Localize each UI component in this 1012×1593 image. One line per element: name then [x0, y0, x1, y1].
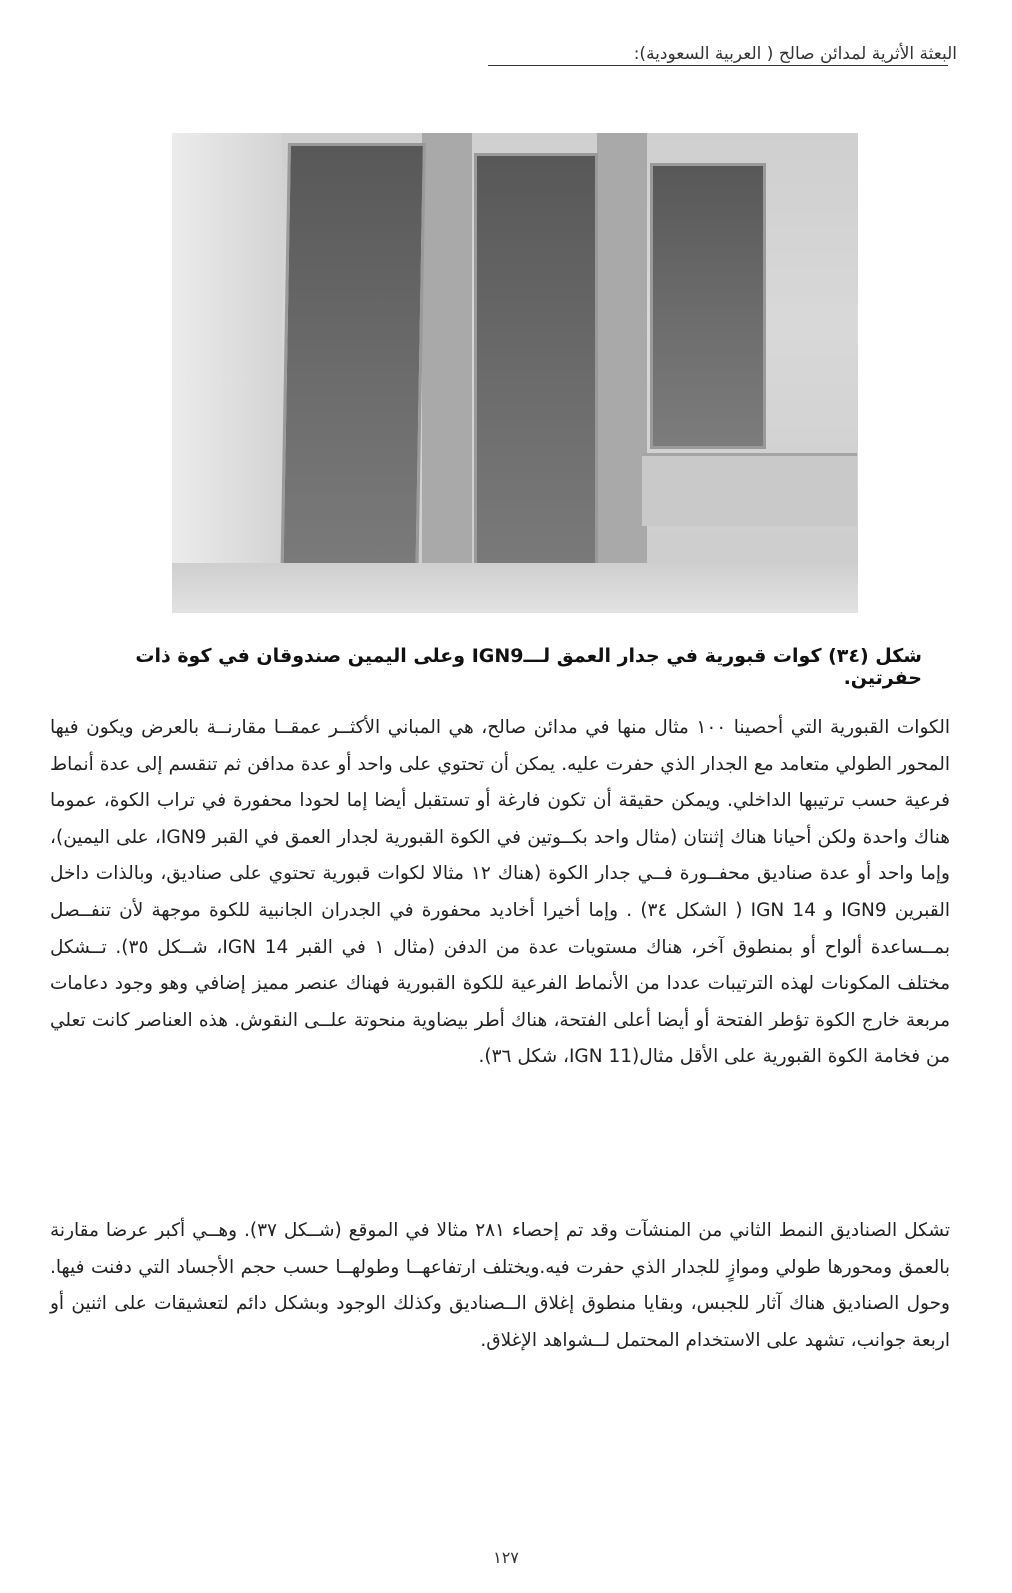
- running-header: [0, 38, 957, 78]
- photo-background: [172, 133, 282, 613]
- body-paragraph: الكوات القبورية التي أحصينا ١٠٠ مثال منها في مدائن صالح، هي المباني الأكثــر عمقــا مقارنــة بالعرض ويكون فيها المحور الطولي متعامد مع الجدار الذي حفرت عليه. يمكن أن تحتوي على واحد أو عدة مدافن ثم تنقسم إلى عدة أنماط فرعية حسب ترتيبها الداخلي. ويمكن حقيقة أن تكون فارغة أو تستقبل أيضا إما لحودا محفورة في تراب الكوة، عموما هناك واحدة ولكن أحيانا هناك إثنتان (مثال واحد بكــوتين في الكوة القبورية لجدار العمق في القبر IGN9، على اليمين)، وإما واحد أو عدة صناديق محفــورة فــي جدار الكوة (هناك ١٢ مثالا لكوات قبورية تحتوي على صناديق، وبالذات داخل القبرين IGN9 و IGN 14 ( الشكل ٣٤) . وإما أخيرا أخاديد محفورة في الجدران الجانبية للكوة موجهة لأن تنفــصل بمــساعدة ألواح أو بمنطوق آخر، هناك مستويات عدة من الدفن (مثال ١ في القبر IGN 14، شــكل ٣٥). تــشكل مختلف المكونات لهذه الترتيبات عددا من الأنماط الفرعية للكوة القبورية فهناك عنصر مميز إضافي وهو وجود دعامات مربعة خارج الكوة تؤطر الفتحة أو أيضا أعلى الفتحة، هناك أطر بيضاوية منحوتة علــى النقوش. هذه العناصر كانت تعلي من فخامة الكوة القبورية على الأقل مثال(IGN 11، شكل ٣٦).: [50, 717, 950, 1068]
- photo-rock-pillar: [597, 133, 647, 573]
- page-number: ١٢٧: [493, 1548, 519, 1567]
- photo-burial-niche: [280, 143, 426, 594]
- photo-rock-pillar: [422, 133, 472, 593]
- header-rule: [488, 65, 948, 66]
- photo-burial-boxes: [642, 453, 857, 526]
- running-title: البعثة الأثرية لمدائن صالح ( العربية السعودية):: [633, 44, 957, 64]
- photo-floor: [172, 563, 858, 613]
- tomb-niches-photograph: [172, 133, 858, 613]
- body-paragraph: تشكل الصناديق النمط الثاني من المنشآت وقد تم إحصاء ٢٨١ مثالا في الموقع (شــكل ٣٧). وهــي أكبر عرضا مقارنة بالعمق ومحورها طولي وموازٍ للجدار الذي حفرت فيه.ويختلف ارتفاعهــا وطولهــا حسب حجم الأجساد التي دفنت فيها. وحول الصناديق هناك آثار للجبس، وبقايا منطوق إغلاق الــصناديق وكذلك الوجود وبشكل دائم لتعشيقات على اثنين أو اربعة جوانب، تشهد على الاستخدام المحتمل لــشواهد الإغلاق.: [50, 1220, 950, 1351]
- photo-burial-niche: [650, 163, 766, 449]
- figure-caption: شكل (٣٤) كوات قبورية في جدار العمق لـــIGN9 وعلى اليمين صندوقان في كوة ذات حفرتين.: [135, 645, 922, 689]
- photo-burial-niche: [474, 153, 598, 599]
